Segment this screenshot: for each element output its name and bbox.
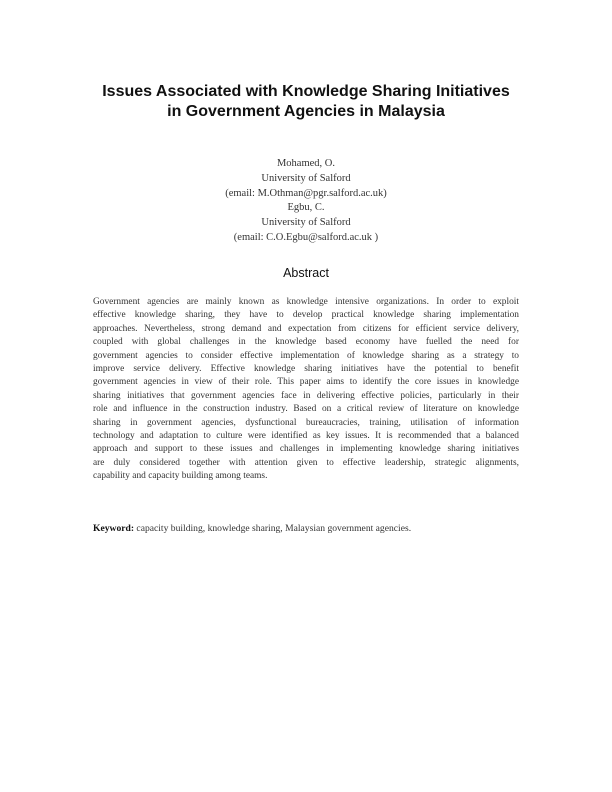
author-affiliation: University of Salford bbox=[261, 217, 351, 229]
abstract-line: government agencies in view of their role. This paper aims to identify the core issues in knowledge bbox=[93, 377, 519, 388]
abstract-line: capability and capacity building among teams. bbox=[93, 471, 268, 482]
paper-title bbox=[60, 82, 552, 122]
author-affiliation: University of Salford bbox=[261, 172, 351, 184]
author-email: (email: M.Othman@pgr.salford.ac.uk) bbox=[225, 187, 387, 199]
abstract-line: approach and support to these issues and challenges in implementing knowledge sharing initiatives bbox=[93, 444, 519, 455]
abstract-line: Government agencies are mainly known as knowledge intensive organizations. In order to exploit bbox=[93, 297, 519, 307]
keywords-label: Keyword: bbox=[93, 523, 135, 534]
abstract-line: approaches. Nevertheless, strong demand and expectation from citizens for efficient service delivery, bbox=[93, 323, 519, 334]
keywords-text: capacity building, knowledge sharing, Malaysian government agencies. bbox=[134, 523, 412, 534]
author-name: Mohamed, O. bbox=[276, 158, 336, 169]
abstract-line: role and influence in the construction industry. Based on a critical review of literature on knowledge bbox=[93, 404, 519, 415]
keywords bbox=[93, 523, 519, 534]
abstract-body bbox=[93, 296, 519, 484]
author-block bbox=[100, 157, 512, 246]
abstract-line: technology and adaptation to culture were identified as key issues. It is recommended that a balanced bbox=[93, 431, 519, 442]
author-name: Egbu, C. bbox=[287, 202, 325, 214]
abstract-line: sharing initiatives that government agencies face in delivering effective policies, particularly in their bbox=[93, 390, 519, 401]
title-line: Issues Associated with Knowledge Sharing Initiatives bbox=[102, 83, 510, 100]
abstract-line: coupled with global challenges in the knowledge based economy have fuelled the need for bbox=[93, 337, 519, 348]
abstract-line: improve service delivery. Effective knowledge sharing initiatives have the potential to benefit bbox=[93, 364, 519, 375]
abstract-line: are duly considered together with attention given to effective leadership, strategic alignments, bbox=[93, 457, 519, 468]
title-line: in Government Agencies in Malaysia bbox=[167, 103, 445, 120]
abstract-line: government agencies to consider effective implementation of knowledge sharing as a strategy to bbox=[93, 350, 519, 361]
abstract-heading: Abstract bbox=[283, 266, 329, 280]
abstract-line: sharing in government agencies, dysfunctional bureaucracies, training, utilisation of information bbox=[93, 417, 519, 428]
author-email: (email: C.O.Egbu@salford.ac.uk ) bbox=[233, 231, 379, 243]
abstract-line: effective knowledge sharing, they have to develop practical knowledge sharing implementation bbox=[93, 310, 519, 321]
